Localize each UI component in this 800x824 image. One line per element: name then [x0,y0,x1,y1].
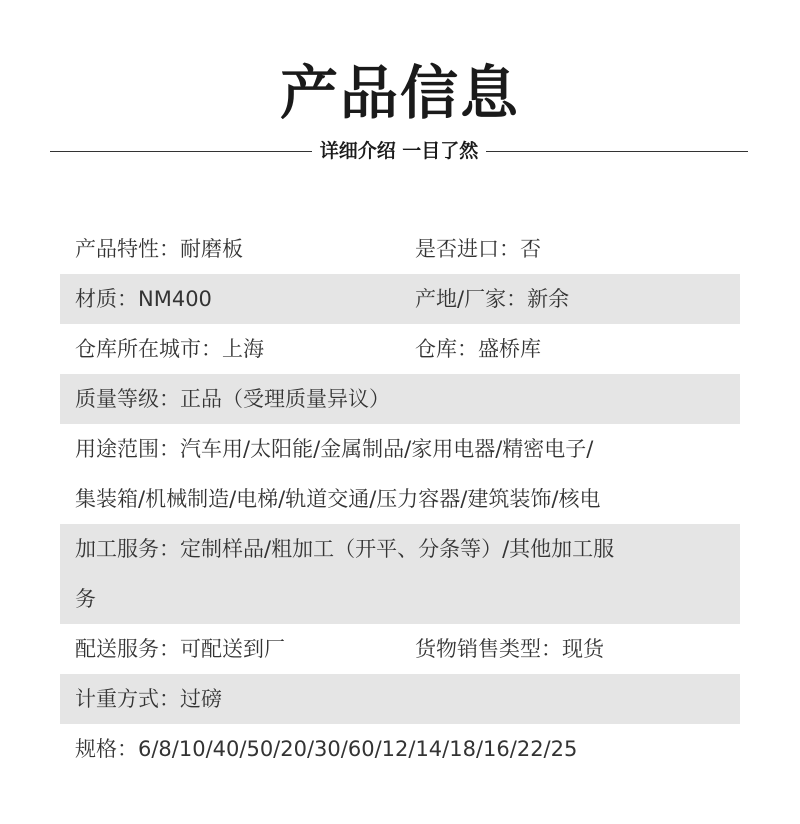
divider-line-left [50,151,312,152]
info-cell-imported: 是否进口：否 [415,237,541,261]
info-cell-specs: 规格：6/8/10/40/50/20/30/60/12/14/18/16/22/25 [75,737,578,761]
info-cell-processing-line-1: 加工服务：定制样品/粗加工（开平、分条等）/其他加工服 [75,537,615,561]
info-cell-warehouse: 仓库：盛桥库 [415,337,541,361]
info-row [60,524,740,624]
subtitle-divider [50,138,748,164]
product-info-table [60,224,740,774]
info-cell-processing-line-2: 务 [75,587,96,611]
info-cell-delivery: 配送服务：可配送到厂 [75,637,285,661]
page-title: 产品信息 [279,59,520,127]
info-cell-usage-line-1: 用途范围：汽车用/太阳能/金属制品/家用电器/精密电子/ [75,437,594,461]
info-cell-origin: 产地/厂家：新余 [415,287,570,311]
info-cell-weighing: 计重方式：过磅 [75,687,222,711]
info-row [60,324,740,374]
info-row [60,674,740,724]
info-cell-usage-line-2: 集装箱/机械制造/电梯/轨道交通/压力容器/建筑装饰/核电 [75,487,601,511]
info-cell-sales-type: 货物销售类型：现货 [415,637,604,661]
info-cell-material: 材质：NM400 [75,287,212,311]
info-row [60,424,740,524]
info-row [60,624,740,674]
divider-line-right [486,151,748,152]
info-row [60,224,740,274]
info-cell-product-feature: 产品特性：耐磨板 [75,237,243,261]
info-row [60,374,740,424]
info-row [60,274,740,324]
page-subtitle: 详细介绍 一目了然 [319,140,479,162]
info-cell-quality-grade: 质量等级：正品（受理质量异议） [75,387,390,411]
info-cell-warehouse-city: 仓库所在城市：上海 [75,337,264,361]
info-row [60,724,740,774]
